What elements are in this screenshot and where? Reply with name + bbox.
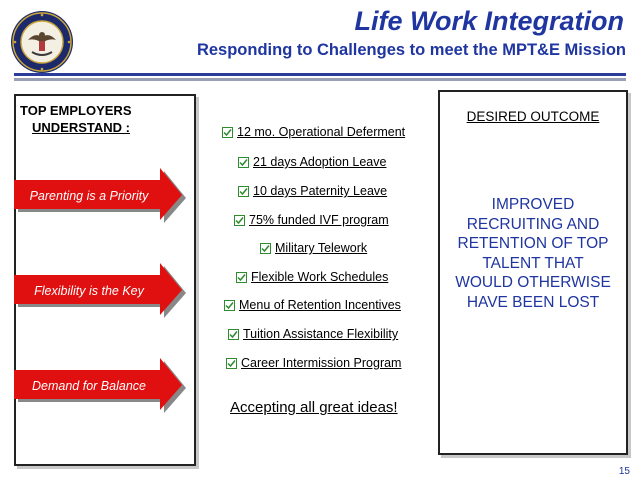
header-divider-top	[14, 73, 626, 76]
page-subtitle: Responding to Challenges to meet the MPT&E Mission	[196, 41, 626, 59]
list-item: 75% funded IVF program	[234, 212, 389, 228]
desired-outcome-text	[438, 195, 628, 312]
checkbox-checked-icon	[260, 243, 271, 254]
checkbox-checked-icon	[226, 358, 237, 369]
closing-statement: Accepting all great ideas!	[230, 399, 398, 416]
header-divider-bottom	[14, 78, 626, 81]
arrow-flexibility-label: Flexibility is the Key	[34, 284, 144, 298]
list-item: Tuition Assistance Flexibility	[228, 326, 398, 342]
top-employers-heading-line2: UNDERSTAND :	[32, 120, 130, 135]
outcome-line: RECRUITING AND	[466, 215, 600, 233]
list-item: Flexible Work Schedules	[236, 269, 388, 285]
arrow-balance	[14, 357, 188, 415]
outcome-line: HAVE BEEN LOST	[466, 293, 600, 311]
checkbox-checked-icon	[236, 272, 247, 283]
arrow-balance-label: Demand for Balance	[32, 379, 146, 393]
outcome-line: WOULD OTHERWISE	[455, 274, 611, 291]
list-item: 10 days Paternity Leave	[238, 183, 387, 199]
top-employers-heading	[20, 102, 170, 136]
list-item: Military Telework	[260, 240, 367, 256]
outcome-line: RETENTION OF TOP	[457, 235, 609, 252]
list-item: 12 mo. Operational Deferment	[222, 124, 405, 140]
navy-seal-icon	[10, 10, 74, 74]
arrow-flexibility	[14, 262, 188, 320]
arrow-parenting	[14, 167, 188, 225]
outcome-line: IMPROVED	[491, 196, 575, 213]
checkbox-checked-icon	[222, 127, 233, 138]
list-item: Menu of Retention Incentives	[224, 297, 401, 313]
list-item: Career Intermission Program	[226, 355, 401, 371]
checkbox-checked-icon	[234, 215, 245, 226]
page-number: 15	[618, 466, 630, 477]
checkbox-checked-icon	[224, 300, 235, 311]
desired-outcome-heading: DESIRED OUTCOME	[466, 109, 600, 124]
list-item: 21 days Adoption Leave	[238, 154, 386, 170]
outcome-line: TALENT THAT	[482, 254, 584, 272]
arrow-parenting-label: Parenting is a Priority	[29, 189, 149, 203]
top-employers-heading-line1: TOP EMPLOYERS	[20, 103, 132, 118]
checkbox-checked-icon	[228, 329, 239, 340]
checkbox-checked-icon	[238, 157, 249, 168]
page-title: Life Work Integration	[354, 6, 624, 36]
checkbox-checked-icon	[238, 186, 249, 197]
